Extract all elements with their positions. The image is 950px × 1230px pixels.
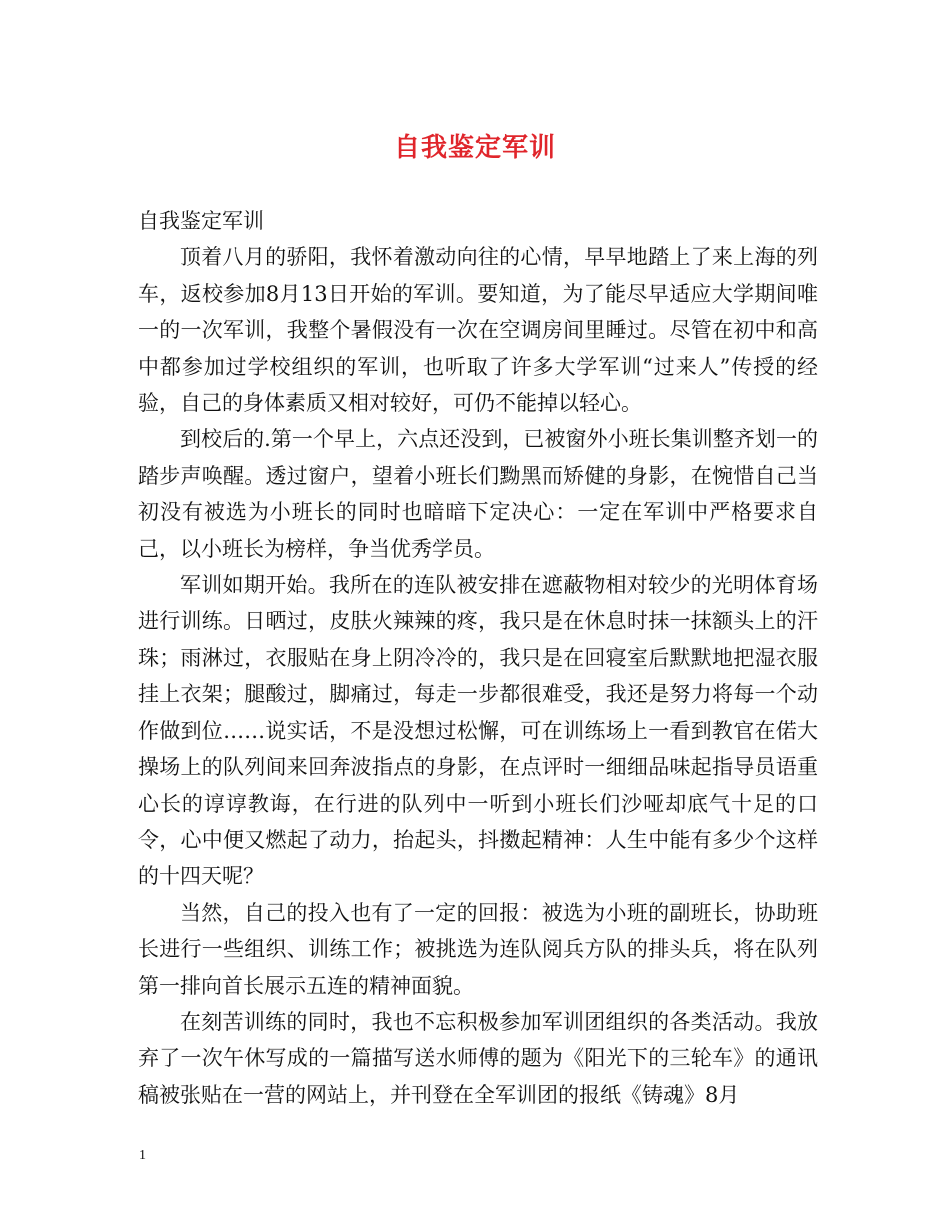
page-number: 1 <box>139 1148 146 1163</box>
paragraph-4: 当然，自己的投入也有了一定的回报：被选为小班的副班长，协助班长进行一些组织、训练工作；被挑选为连队阅兵方队的排头兵，将在队列第一排向首长展示五连的精神面貌。 <box>138 900 818 998</box>
paragraph-3: 军训如期开始。我所在的连队被安排在遮蔽物相对较少的光明体育场进行训练。日晒过，皮肤火辣辣的疼，我只是在休息时抹一抹额头上的汗珠；雨淋过，衣服贴在身上阴冷冷的，我只是在回寝室后默默地把湿衣服挂上衣架；腿酸过，脚痛过，每走一步都很难受，我还是努力将每一个动作做到位……说实话，不是没想过松懈，可在训练场上一看到教官在偌大操场上的队列间来回奔波指点的身影，在点评时一细细品味起指导员语重心长的谆谆教诲，在行进的队列中一听到小班长们沙哑却底气十足的口令，心中便又燃起了动力，抬起头，抖擞起精神：人生中能有多少个这样的十四天呢？ <box>138 573 818 889</box>
section-heading: 自我鉴定军训 <box>138 209 264 233</box>
paragraph-5: 在刻苦训练的同时，我也不忘积极参加军训团组织的各类活动。我放弃了一次午休写成的一篇描写送水师傅的题为《阳光下的三轮车》的通讯稿被张贴在一营的网站上，并刊登在全军训团的报纸《铸魂》8月 <box>138 1009 818 1107</box>
document-body <box>138 203 818 1113</box>
document-title: 自我鉴定军训 <box>393 133 556 163</box>
paragraph-1: 顶着八月的骄阳，我怀着激动向往的心情，早早地踏上了来上海的列车，返校参加8月13日开始的军训。要知道，为了能尽早适应大学期间唯一的一次军训，我整个暑假没有一次在空调房间里睡过。尽管在初中和高中都参加过学校组织的军训，也听取了许多大学军训“过来人”传授的经验，自己的身体素质又相对较好，可仍不能掉以轻心。 <box>138 245 818 416</box>
paragraph-2: 到校后的.第一个早上，六点还没到，已被窗外小班长集训整齐划一的踏步声唤醒。透过窗户，望着小班长们黝黑而矫健的身影，在惋惜自己当初没有被选为小班长的同时也暗暗下定决心：一定在军训中严格要求自己，以小班长为榜样，争当优秀学员。 <box>138 427 818 561</box>
